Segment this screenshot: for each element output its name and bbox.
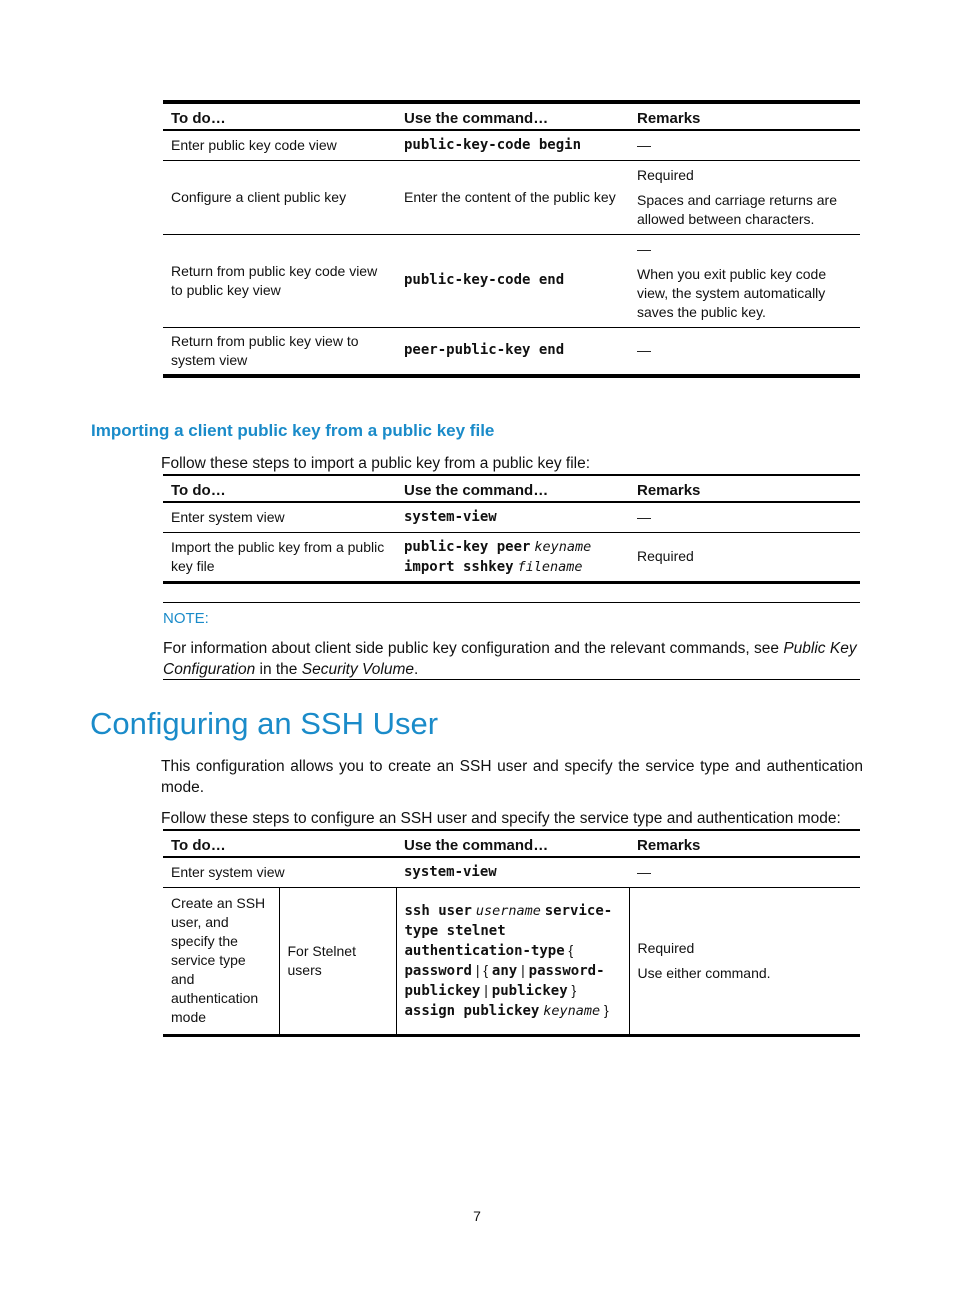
- command-punct: }: [604, 1001, 609, 1018]
- subcase-cell: For Stelnet users: [279, 887, 396, 1035]
- remarks-cell: [629, 234, 860, 327]
- chapter-paragraph: This configuration allows you to create an SSH user and specify the service type and authentication mode.: [161, 758, 863, 796]
- remarks-cell: —: [637, 863, 651, 880]
- todo-cell: Create an SSH user, and specify the service type and authentication mode: [171, 895, 266, 1025]
- table-row: [163, 234, 860, 327]
- table-header-row: [163, 830, 860, 857]
- col-header-command: Use the command…: [404, 837, 549, 854]
- table-row: [163, 532, 860, 582]
- command-punct: |: [484, 981, 488, 998]
- command-keyword: any: [491, 962, 518, 979]
- section-heading: Importing a client public key from a public key file: [91, 421, 495, 440]
- note-reference: Public Key Configuration: [163, 640, 857, 678]
- import-public-key-table: [163, 474, 860, 584]
- command-keyword: password-publickey: [404, 962, 605, 999]
- note-text: [163, 638, 860, 680]
- command-argument: filename: [517, 558, 583, 575]
- command-keyword: ssh user: [404, 902, 472, 919]
- command-cell: [396, 887, 629, 1035]
- remarks-line: Required: [637, 939, 695, 956]
- command-cell: Enter the content of the public key: [404, 188, 616, 205]
- command-keyword: publickey: [491, 982, 568, 999]
- todo-cell: Enter system view: [171, 508, 285, 525]
- page-number: 7: [473, 1208, 481, 1224]
- todo-cell: Return from public key view to system view: [171, 332, 359, 368]
- col-header-command: Use the command…: [404, 110, 549, 127]
- table-row: [163, 857, 860, 887]
- todo-cell: Return from public key code view to public key view: [171, 262, 378, 298]
- remarks-cell: Required: [637, 548, 694, 564]
- table-row: [163, 327, 860, 376]
- command-keyword: service-type stelnet authentication-type: [404, 902, 613, 959]
- table-header-row: [163, 102, 860, 130]
- table-header-row: [163, 475, 860, 502]
- chapter-title: Configuring an SSH User: [90, 706, 439, 741]
- section-intro: Follow these steps to import a public key from a public key file:: [161, 455, 591, 472]
- remarks-cell: —: [637, 136, 651, 153]
- command-argument: keyname: [543, 1002, 601, 1019]
- remarks-cell: [629, 887, 860, 1035]
- command-cell: public-key-code begin: [404, 136, 582, 153]
- remarks-line: Use either command.: [637, 964, 771, 981]
- remarks-cell: [629, 160, 860, 234]
- todo-cell: Import the public key from a public key file: [171, 538, 385, 574]
- col-header-remarks: Remarks: [637, 482, 701, 499]
- command-punct: | {: [475, 961, 489, 978]
- col-header-todo: To do…: [171, 837, 226, 854]
- remarks-line: Spaces and carriage returns are allowed between characters.: [637, 191, 837, 227]
- command-argument: username: [475, 902, 541, 919]
- command-cell: public-key-code end: [404, 272, 565, 288]
- public-key-code-table: [163, 100, 860, 378]
- command-cell: system-view: [404, 508, 497, 525]
- table-row: [163, 160, 860, 234]
- col-header-remarks: Remarks: [637, 110, 701, 127]
- command-cell: peer-public-key end: [404, 342, 565, 358]
- command-keyword: assign publickey: [404, 1002, 540, 1019]
- command-keyword: password: [404, 962, 472, 979]
- todo-cell: Enter system view: [171, 863, 285, 880]
- command-punct: }: [571, 981, 577, 998]
- col-header-remarks: Remarks: [637, 837, 701, 854]
- command-cell: [396, 532, 629, 582]
- col-header-command: Use the command…: [404, 482, 549, 499]
- note-reference: Security Volume: [301, 661, 415, 678]
- ssh-user-table: [163, 829, 860, 1037]
- remarks-line: Required: [637, 166, 694, 183]
- remarks-line: —: [637, 240, 651, 257]
- command-keyword: import sshkey: [404, 558, 514, 575]
- command-argument: keyname: [534, 538, 592, 555]
- col-header-todo: To do…: [171, 482, 226, 499]
- table-row: [163, 130, 860, 160]
- remarks-cell: —: [637, 342, 651, 358]
- todo-cell: Configure a client public key: [171, 188, 347, 205]
- command-keyword: public-key peer: [404, 538, 531, 555]
- command-punct: |: [521, 961, 525, 978]
- note-text-part: .: [414, 661, 419, 678]
- chapter-paragraph: Follow these steps to configure an SSH user and specify the service type and authentication mode:: [161, 810, 841, 827]
- col-header-todo: To do…: [171, 110, 226, 127]
- command-punct: {: [568, 941, 574, 958]
- table-row: [163, 502, 860, 532]
- command-cell: system-view: [404, 863, 497, 880]
- note-box: [163, 602, 860, 680]
- note-label: NOTE:: [163, 610, 209, 627]
- todo-cell: Enter public key code view: [171, 136, 337, 153]
- remarks-line: When you exit public key code view, the system automatically saves the public key.: [637, 265, 827, 320]
- note-text-part: For information about client side public key configuration and the relevant commands, see: [163, 640, 784, 657]
- note-text-part: in the: [255, 661, 302, 678]
- table-row: [163, 887, 860, 1035]
- remarks-cell: —: [637, 508, 651, 525]
